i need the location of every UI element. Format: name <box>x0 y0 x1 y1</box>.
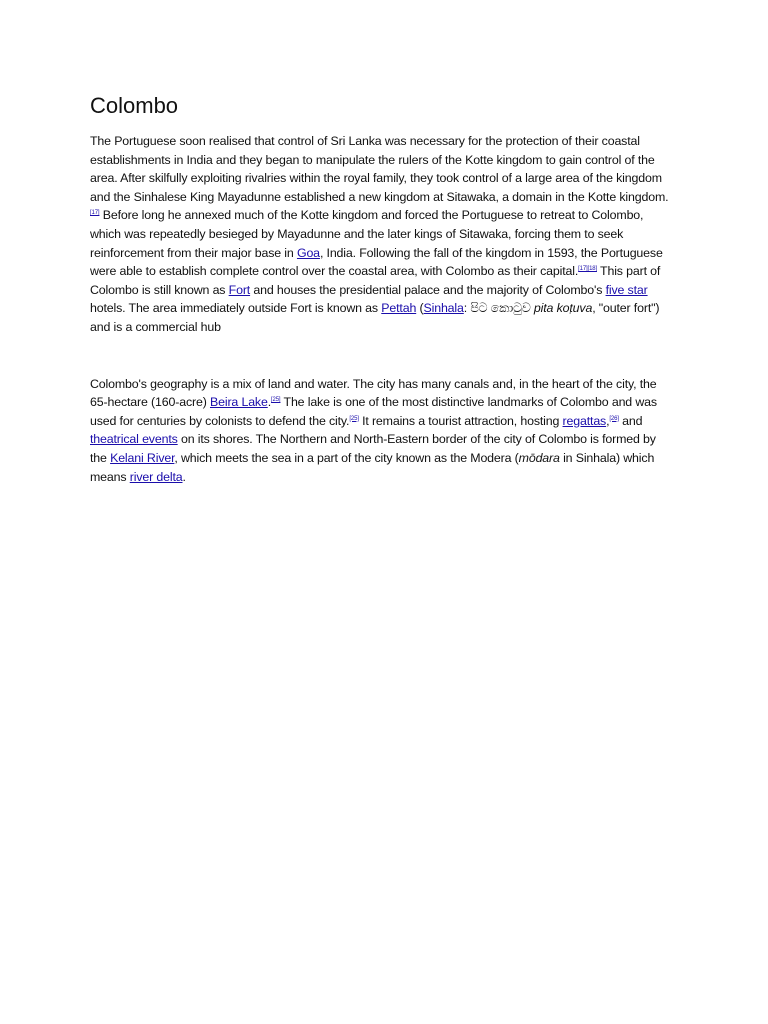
text-run: ( <box>416 301 424 316</box>
link-five-star[interactable]: five star <box>605 282 648 297</box>
text-run: on its shores. The Northern and North-Eastern border of the city of Colombo is formed by the <box>90 432 656 465</box>
citation-26[interactable] <box>609 416 618 422</box>
citation-25[interactable] <box>349 416 358 422</box>
link-pettah[interactable]: Pettah <box>381 301 417 316</box>
text-run: and <box>618 413 643 428</box>
text-run: , which meets the sea in a part of the city known as the Modera ( <box>174 450 519 465</box>
text-run: It remains a tourist attraction, hosting <box>358 413 563 428</box>
link-fort[interactable]: Fort <box>228 282 251 297</box>
document-page <box>90 92 675 486</box>
italic-term: pita koṭuva <box>533 301 593 316</box>
page-title: Colombo <box>90 93 179 118</box>
link-beira-lake[interactable]: Beira Lake <box>209 395 268 410</box>
text-run: : පිට කොටුව <box>463 301 534 316</box>
text-run: , "outer fort") and is a commercial hub <box>90 301 660 334</box>
text-run: Before long he annexed much of the Kotte kingdom and forced the Portuguese to retreat to Colombo, which was repeatedly besieged by Mayadunne and the later kings of Sitawaka, forcing them to seek reinforcement from their major base in <box>90 208 644 260</box>
link-sinhala[interactable]: Sinhala <box>423 301 464 316</box>
text-run: , <box>606 413 610 428</box>
italic-term: mōdara <box>518 450 560 465</box>
text-run: . <box>267 395 272 410</box>
text-run: . <box>182 469 186 484</box>
link-kelani-river[interactable]: Kelani River <box>110 450 175 465</box>
citation-link[interactable]: [25] <box>271 397 281 404</box>
link-regattas[interactable]: regattas <box>562 413 607 428</box>
text-run: and houses the presidential palace and the majority of Colombo's <box>250 282 606 297</box>
paragraph-history <box>90 132 675 337</box>
citation-17-18[interactable] <box>578 266 597 272</box>
citation-link[interactable]: [17][18] <box>578 266 597 273</box>
text-run: Colombo's geography is a mix of land and water. The city has many canals and, in the heart of the city, the 65-hectare (160-acre) <box>90 376 657 410</box>
citation-link[interactable]: [26] <box>609 415 619 422</box>
text-run: , India. Following the fall of the kingdom in 1593, the Portuguese were able to establish complete control over the coastal area, with Colombo as their capital. <box>90 245 663 279</box>
text-run: The lake is one of the most distinctive landmarks of Colombo and was used for centuries by colonists to defend the city. <box>90 395 657 428</box>
paragraph-geography <box>90 375 675 487</box>
text-run: hotels. The area immediately outside Fort is known as <box>90 301 382 316</box>
citation-link[interactable]: [25] <box>349 415 359 422</box>
text-run: This part of Colombo is still known as <box>90 264 661 297</box>
link-theatrical-events[interactable]: theatrical events <box>90 432 178 447</box>
text-run: The Portuguese soon realised that control of Sri Lanka was necessary for the protection of their coastal establishments in India and they began to manipulate the rulers of the Kotte kingdom to gain control of the area. After skilfully exploiting rivalries within the royal family, they took control of a large area of the kingdom and the Sinhalese King Mayadunne established a new kingdom at Sitawaka, a domain in the Kotte kingdom. <box>90 134 669 204</box>
text-run: in Sinhala) which means <box>90 450 655 484</box>
link-river-delta[interactable]: river delta <box>129 469 183 484</box>
link-goa[interactable]: Goa <box>296 245 320 260</box>
citation-17[interactable] <box>90 210 99 216</box>
citation-link[interactable]: [17] <box>90 210 100 217</box>
